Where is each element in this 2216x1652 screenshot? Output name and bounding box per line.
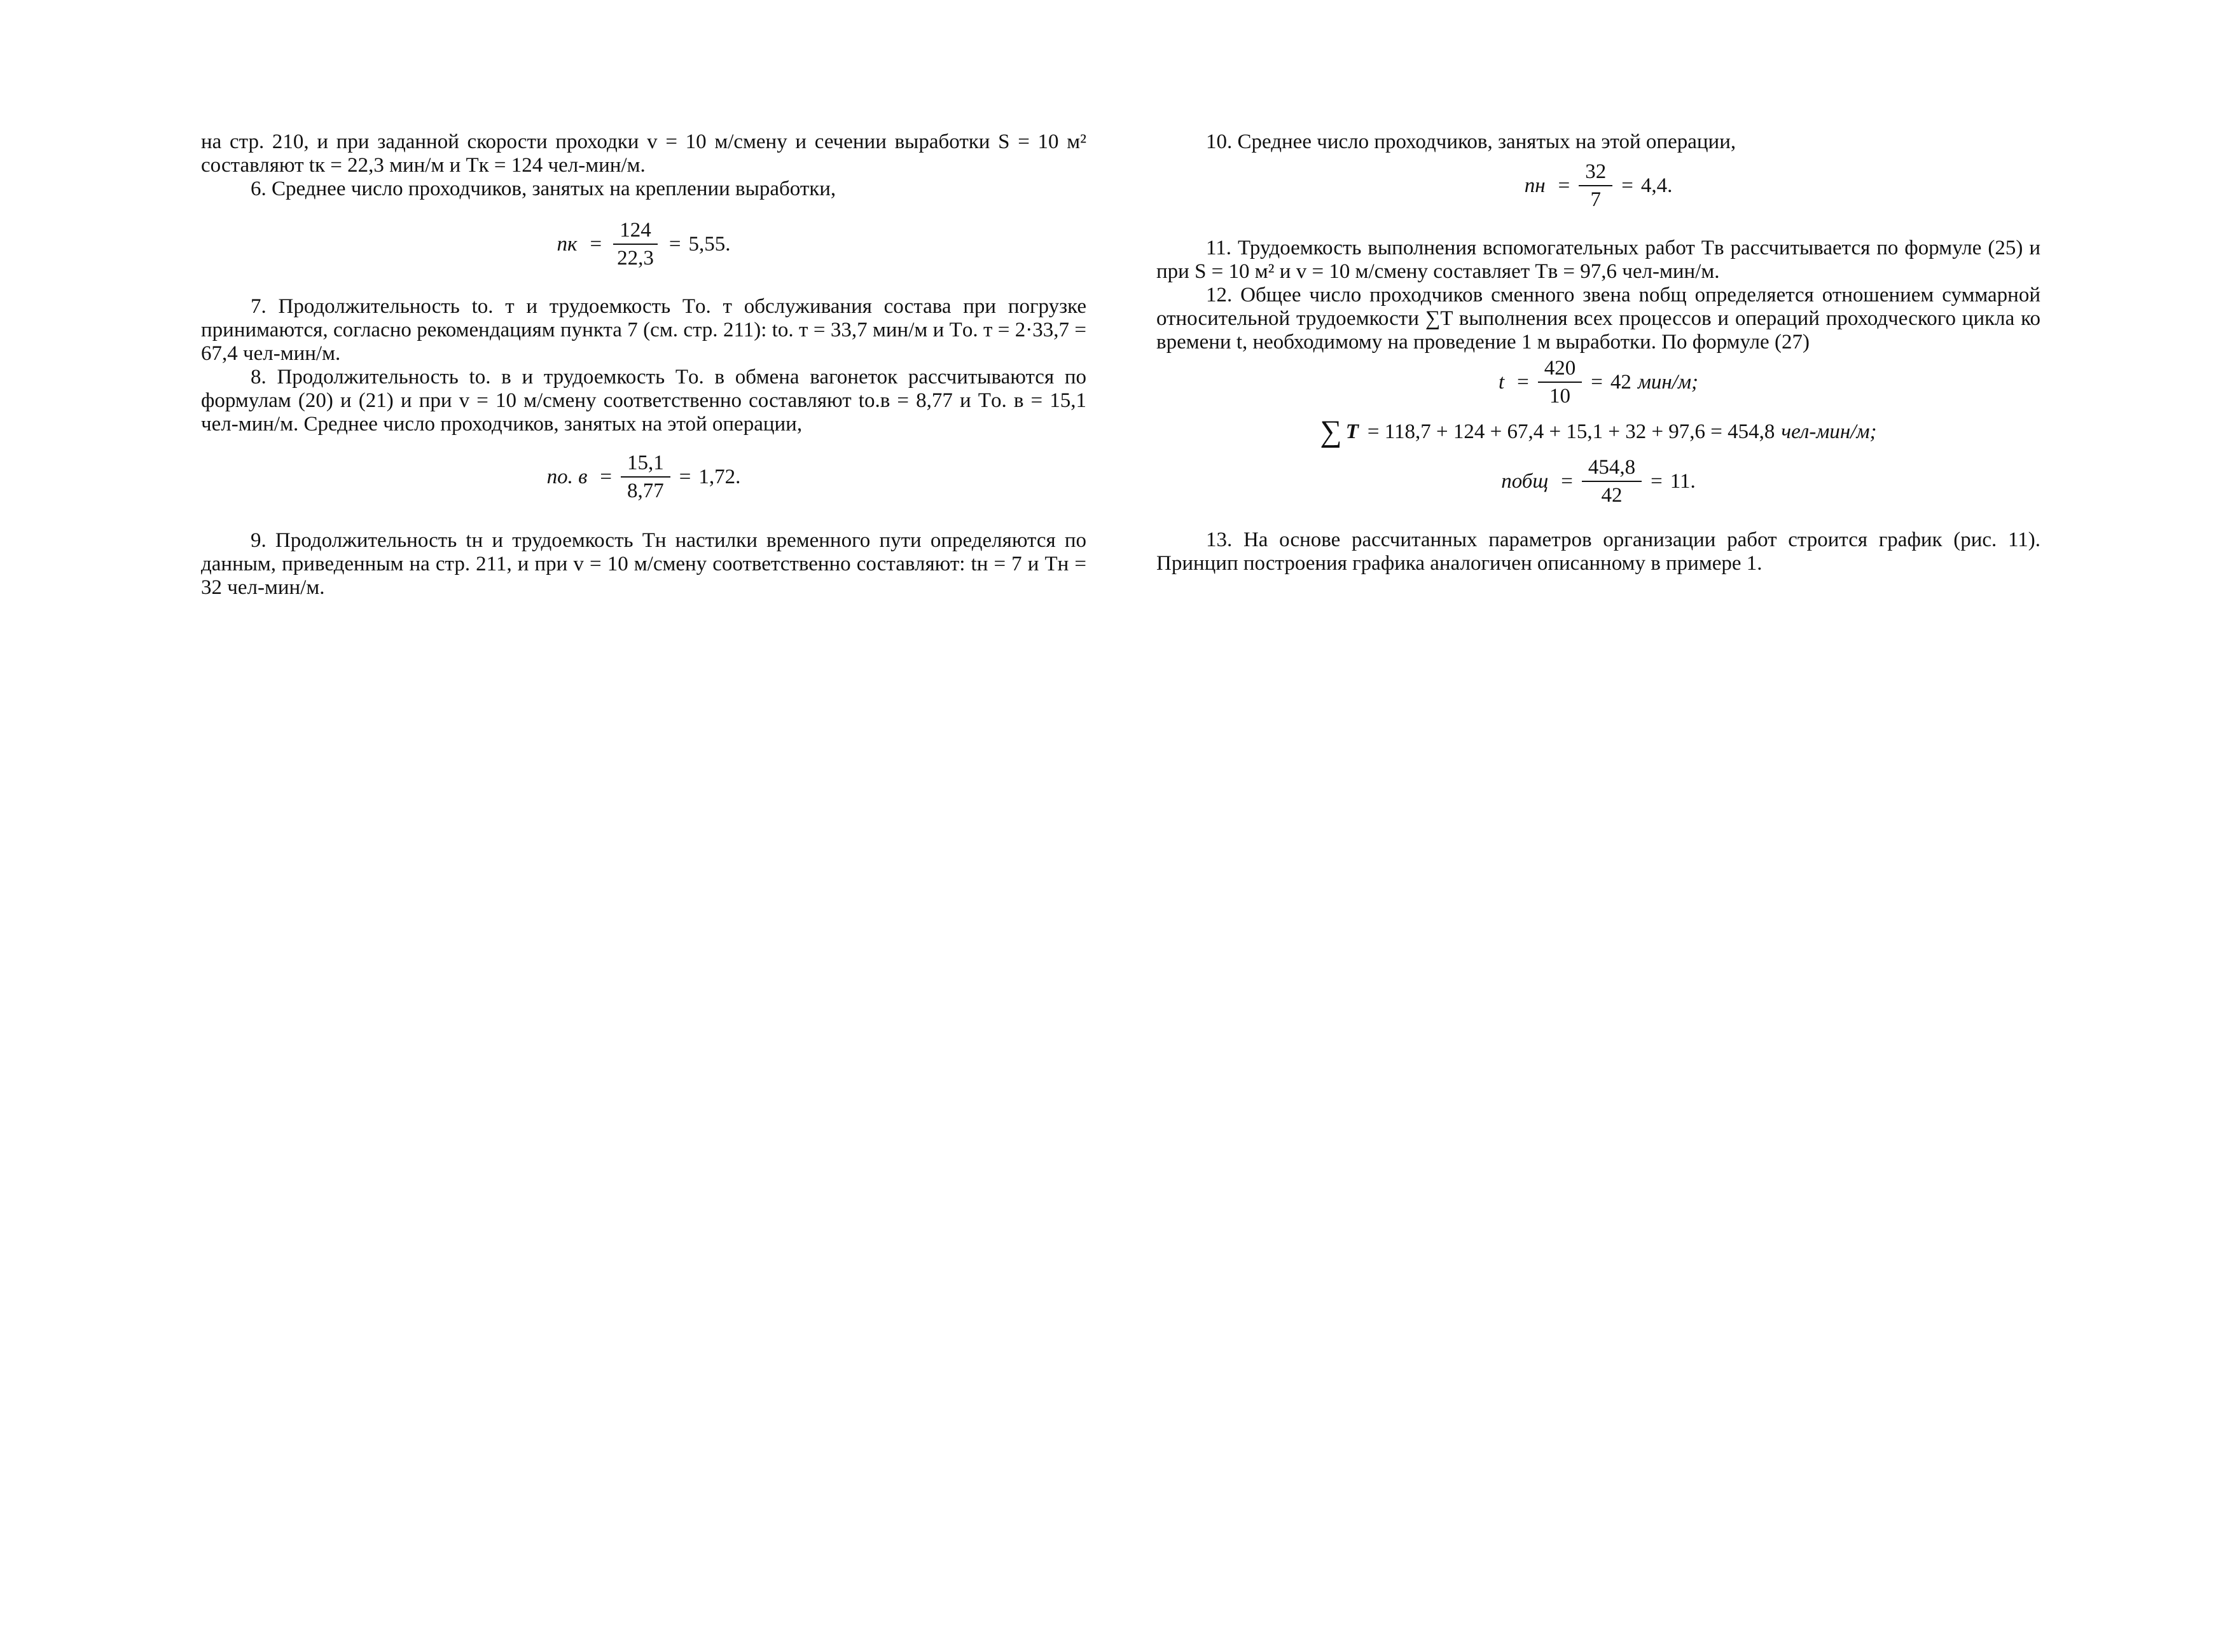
numerator: 420 xyxy=(1538,357,1582,383)
eq-unit: чел-мин/м; xyxy=(1781,420,1877,443)
fraction xyxy=(611,219,660,270)
eq-lhs: t xyxy=(1498,370,1505,394)
fraction xyxy=(1579,160,1612,211)
summation-symbol: ∑ xyxy=(1320,415,1342,448)
sum-variable: T xyxy=(1345,420,1359,443)
paragraph-8: 8. Продолжительность tо. в и трудоемкость Tо. в обмена вагонеток рассчитываются по формулам (20) и (21) и при v = 10 м/смену соответственно составляют tо.в = 8,77 и Tо. в = 15,1 чел-мин/м. Среднее число проходчиков, занятых на этой операции, xyxy=(201,366,1086,436)
paragraph-intro: на стр. 210, и при заданной скорости проходки v = 10 м/смену и сечении выработки S = 10 м² составляют tк = 22,3 мин/м и Tк = 124 чел-мин/м. xyxy=(201,130,1086,177)
equation-n-k: nк = $\frac{124}{22,3}$ = 5,55. xyxy=(557,219,731,270)
paragraph-12: 12. Общее число проходчиков сменного звена nобщ определяется отношением суммарной относительной трудоемкости ∑T выполнения всех процессов и операций проходческого цикла ко времени t, необходимому на проведение 1 м выработки. По формуле (27) xyxy=(1156,284,2040,354)
eq-lhs: nн xyxy=(1524,174,1546,197)
eq-result: 1,72. xyxy=(698,465,741,488)
eq-result: 5,55. xyxy=(688,232,731,256)
eq-lhs: nо. в xyxy=(546,465,588,488)
eq-unit: мин/м; xyxy=(1637,370,1699,394)
numerator: 32 xyxy=(1579,160,1612,186)
denominator: 10 xyxy=(1549,385,1570,408)
left-column xyxy=(201,130,1086,600)
sum-expression: = 118,7 + 124 + 67,4 + 15,1 + 32 + 97,6 = 454,8 xyxy=(1367,420,1775,443)
equation-n-n: nн = $\frac{32}{7}$ = 4,4. xyxy=(1524,160,1673,211)
paragraph-13: 13. На основе рассчитанных параметров организации работ строится график (рис. 11). Принцип построения графика аналогичен описанному в примере 1. xyxy=(1156,528,2040,575)
equation-n-ov: nо. в = $\frac{15,1}{8,77}$ = 1,72. xyxy=(546,451,741,502)
paragraph-7: 7. Продолжительность tо. т и трудоемкость Tо. т обслуживания состава при погрузке принимаются, согласно рекомендациям пункта 7 (см. стр. 211): tо. т = 33,7 мин/м и Tо. т = 2·33,7 = 67,4 чел-мин/м. xyxy=(201,295,1086,365)
equation-sum-t xyxy=(1156,415,2040,448)
paragraph-6: 6. Среднее число проходчиков, занятых на креплении выработки, xyxy=(251,177,836,200)
eq-result: 42 xyxy=(1610,370,1631,394)
denominator: 22,3 xyxy=(617,247,654,270)
denominator: 8,77 xyxy=(627,479,664,502)
denominator: 42 xyxy=(1601,484,1623,507)
denominator: 7 xyxy=(1590,188,1601,211)
numerator: 15,1 xyxy=(621,451,670,478)
eq-result: 11. xyxy=(1670,469,1696,493)
right-column xyxy=(1156,130,2040,575)
paragraph-11: 11. Трудоемкость выполнения вспомогательных работ Tв рассчитывается по формуле (25) и при S = 10 м² и v = 10 м/смену составляет Tв = 97,6 чел-мин/м. xyxy=(1156,237,2040,283)
paragraph-9: 9. Продолжительность tн и трудоемкость Tн настилки временного пути определяются по данным, приведенным на стр. 211, и при v = 10 м/смену соответственно составляют: tн = 7 и Tн = 32 чел-мин/м. xyxy=(201,529,1086,599)
numerator: 454,8 xyxy=(1582,456,1642,482)
equation-n-total: nобщ = $\frac{454,8}{42}$ = 11. xyxy=(1501,456,1696,507)
fraction xyxy=(1538,357,1582,408)
fraction xyxy=(621,451,670,502)
numerator: 124 xyxy=(613,219,658,245)
eq-lhs: nобщ xyxy=(1501,469,1549,493)
eq-result: 4,4. xyxy=(1640,174,1673,197)
eq-lhs: nк xyxy=(557,232,578,256)
equation-t: t = $\frac{420}{10}$ = 42 мин/м; xyxy=(1498,357,1699,408)
paragraph-10: 10. Среднее число проходчиков, занятых на этой операции, xyxy=(1206,130,1736,153)
fraction xyxy=(1582,456,1642,507)
